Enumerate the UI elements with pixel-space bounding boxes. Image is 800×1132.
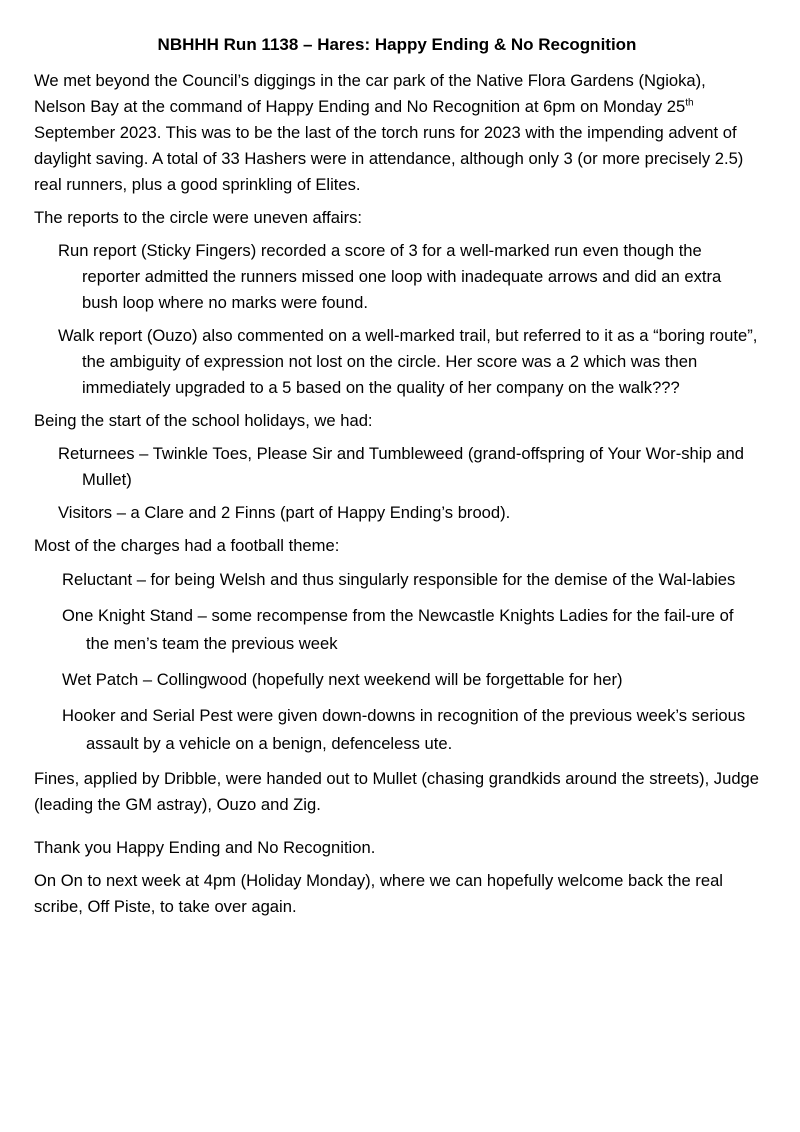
returnees-item: Returnees – Twinkle Toes, Please Sir and Tumbleweed (grand-offspring of Your Wor-ship and Mullet) xyxy=(58,444,744,489)
visitors-item: Visitors – a Clare and 2 Finns (part of Happy Ending’s brood). xyxy=(58,503,511,522)
intro-text-part1: We met beyond the Council’s diggings in the car park of the Native Flora Gardens (Ngioka), Nelson Bay at the command of Happy Ending and No Recognition at 6pm on Monday 25 xyxy=(34,71,706,116)
walk-report-item: Walk report (Ouzo) also commented on a well-marked trail, but referred to it as a “boring route”, the ambiguity of expression not lost on the circle. Her score was a 2 which was then immediately upgraded to a 5 based on the quality of her company on the walk??? xyxy=(58,326,758,397)
charge-item-one-knight-stand: One Knight Stand – some recompense from the Newcastle Knights Ladies for the fail-ure of the men’s team the previous week xyxy=(62,606,734,653)
charge-item-reluctant: Reluctant – for being Welsh and thus singularly responsible for the demise of the Wal-labies xyxy=(62,570,736,589)
page-title: NBHHH Run 1138 – Hares: Happy Ending & No Recognition xyxy=(157,35,637,54)
intro-text-part2: September 2023. This was to be the last of the torch runs for 2023 with the impending advent of daylight saving. A total of 33 Hashers were in attendance, although only 3 (or more precisely 2.5) real runners, plus a good sprinkling of Elites. xyxy=(34,123,744,194)
fines-paragraph: Fines, applied by Dribble, were handed out to Mullet (chasing grandkids around the streets), Judge (leading the GM astray), Ouzo and Zig. xyxy=(34,769,760,814)
reports-heading: The reports to the circle were uneven affairs: xyxy=(34,208,363,227)
run-report-item: Run report (Sticky Fingers) recorded a score of 3 for a well-marked run even though the reporter admitted the runners missed one loop with inadequate arrows and did an extra bush loop where no marks were found. xyxy=(58,241,722,312)
holidays-heading: Being the start of the school holidays, we had: xyxy=(34,411,373,430)
charge-item-hooker-serial-pest: Hooker and Serial Pest were given down-downs in recognition of the previous week’s serious assault by a vehicle on a benign, defenceless ute. xyxy=(62,706,746,753)
charges-heading: Most of the charges had a football theme: xyxy=(34,536,340,555)
date-suffix: th xyxy=(685,97,694,109)
paragraph-spacer xyxy=(34,825,760,835)
intro-paragraph xyxy=(34,68,760,198)
charge-item-wet-patch: Wet Patch – Collingwood (hopefully next weekend will be forgettable for her) xyxy=(62,670,623,689)
closing-paragraph: On On to next week at 4pm (Holiday Monday), where we can hopefully welcome back the real scribe, Off Piste, to take over again. xyxy=(34,871,723,916)
thanks-paragraph: Thank you Happy Ending and No Recognition. xyxy=(34,838,376,857)
